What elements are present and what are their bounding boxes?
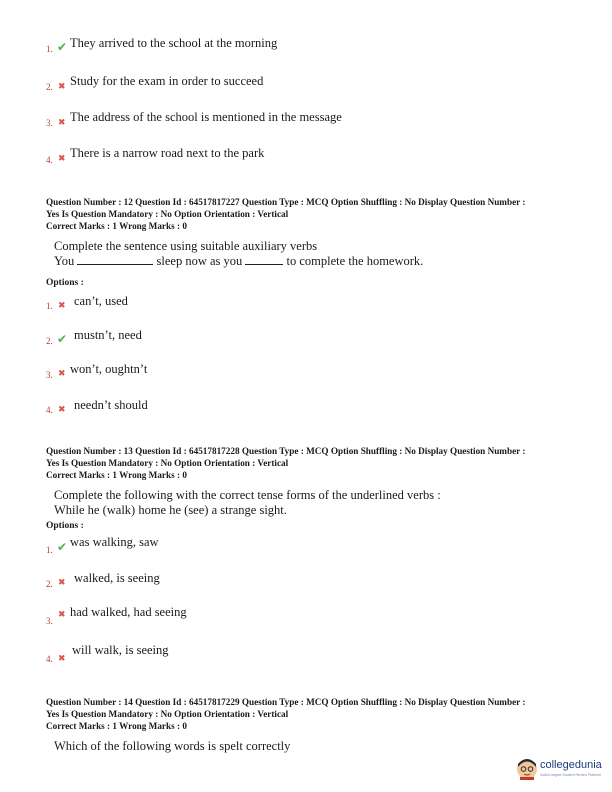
question-line: Complete the sentence using suitable auxiliary verbs <box>54 239 318 253</box>
meta-line: Question Number : 13 Question Id : 64517817228 Question Type : MCQ Option Shuffling : No Display Question Number : <box>46 446 526 456</box>
brand-tagline: India's largest Student Review Platform <box>540 773 601 777</box>
option-number: 2. <box>46 579 53 589</box>
options-label: Options : <box>46 521 84 531</box>
option-number: 1. <box>46 44 53 54</box>
option-number: 3. <box>46 118 53 128</box>
cross-icon: ✖ <box>58 577 66 587</box>
option-text: can’t, used <box>74 294 128 308</box>
options-label: Options : <box>46 278 84 288</box>
question-line: Which of the following words is spelt correctly <box>54 739 291 753</box>
cross-icon: ✖ <box>58 300 66 310</box>
option-text: Study for the exam in order to succeed <box>70 74 264 88</box>
option-number: 3. <box>46 616 53 626</box>
collegedunia-logo <box>516 756 608 784</box>
option-number: 3. <box>46 370 53 380</box>
meta-line: Question Number : 14 Question Id : 64517817229 Question Type : MCQ Option Shuffling : No Display Question Number : <box>46 697 526 707</box>
option-text: was walking, saw <box>70 535 159 549</box>
question-line: You sleep now as you to complete the homework. <box>54 254 424 268</box>
option-number: 4. <box>46 654 53 664</box>
cross-icon: ✖ <box>58 153 66 163</box>
option-number: 1. <box>46 545 53 555</box>
cross-icon: ✖ <box>58 117 66 127</box>
blank <box>77 264 153 265</box>
marks-line: Correct Marks : 1 Wrong Marks : 0 <box>46 721 187 731</box>
option-text: needn’t should <box>74 398 148 412</box>
question-line: Complete the following with the correct tense forms of the underlined verbs : <box>54 488 441 502</box>
option-text: walked, is seeing <box>74 571 160 585</box>
question-text <box>54 739 290 754</box>
question-text <box>54 239 423 269</box>
check-icon: ✔ <box>57 332 68 346</box>
option-text: mustn’t, need <box>74 328 142 342</box>
option-number: 2. <box>46 82 53 92</box>
marks-line: Correct Marks : 1 Wrong Marks : 0 <box>46 221 187 231</box>
option-number: 2. <box>46 336 53 346</box>
cross-icon: ✖ <box>58 653 66 663</box>
option-text: won’t, oughtn’t <box>70 362 148 376</box>
option-text: will walk, is seeing <box>72 643 169 657</box>
question-meta <box>46 696 576 732</box>
meta-line: Yes Is Question Mandatory : No Option Orientation : Vertical <box>46 709 289 719</box>
check-icon: ✔ <box>57 40 68 54</box>
option-text: The address of the school is mentioned in the message <box>70 110 342 124</box>
question-line: While he (walk) home he (see) a strange sight. <box>54 503 287 517</box>
cross-icon: ✖ <box>58 81 66 91</box>
meta-line: Question Number : 12 Question Id : 64517817227 Question Type : MCQ Option Shuffling : No Display Question Number : <box>46 197 526 207</box>
question-meta <box>46 196 576 232</box>
question-text <box>54 488 441 518</box>
brand-name: collegedunia <box>540 759 602 771</box>
meta-line: Yes Is Question Mandatory : No Option Orientation : Vertical <box>46 458 289 468</box>
meta-line: Yes Is Question Mandatory : No Option Orientation : Vertical <box>46 209 289 219</box>
blank <box>245 264 283 265</box>
option-number: 4. <box>46 405 53 415</box>
option-text: They arrived to the school at the morning <box>70 36 278 50</box>
option-number: 4. <box>46 155 53 165</box>
mascot-icon <box>516 758 538 780</box>
option-text: There is a narrow road next to the park <box>70 146 265 160</box>
cross-icon: ✖ <box>58 404 66 414</box>
question-meta <box>46 445 576 481</box>
option-text: had walked, had seeing <box>70 605 187 619</box>
marks-line: Correct Marks : 1 Wrong Marks : 0 <box>46 470 187 480</box>
cross-icon: ✖ <box>58 368 66 378</box>
check-icon: ✔ <box>57 540 68 554</box>
cross-icon: ✖ <box>58 609 66 619</box>
option-number: 1. <box>46 301 53 311</box>
